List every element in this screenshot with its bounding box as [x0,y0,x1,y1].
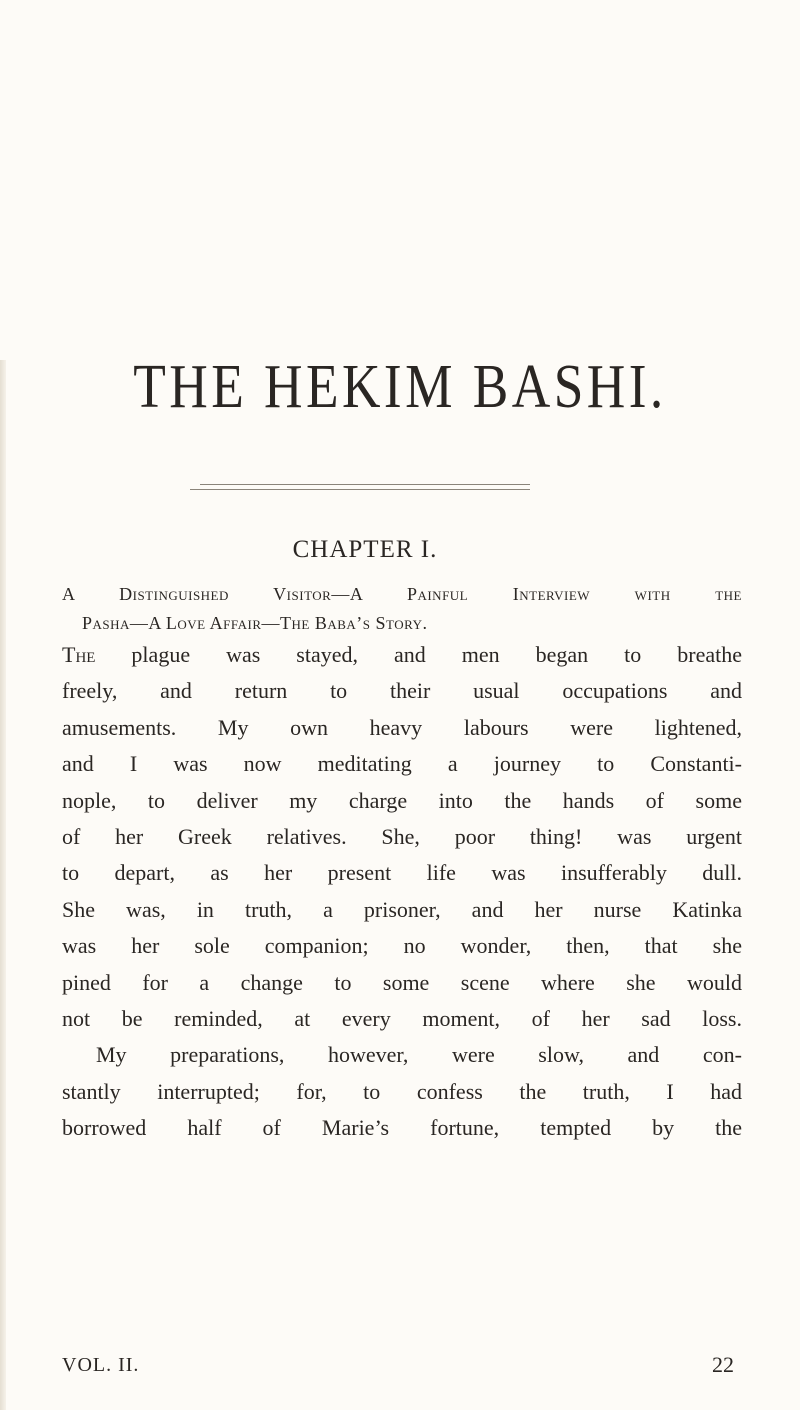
chapter-summary-line-2: Pasha—A Love Affair—The Baba’s Story. [82,613,428,633]
body-line: She was, in truth, a prisoner, and her nurse Katinka [62,896,742,922]
body-line: was her sole companion; no wonder, then, that she [62,933,742,959]
lead-word: The [62,642,96,667]
body-line: borrowed half of Marie’s fortune, tempted by the [62,1115,742,1141]
body-line: My preparations, however, were slow, and con- [96,1042,742,1068]
body-line: pined for a change to some scene where she would [62,969,742,995]
body-text [62,637,742,1147]
chapter-heading: CHAPTER I. [292,536,438,563]
signature-mark: 22 [712,1352,734,1377]
book-title: THE HEKIM BASHI. [133,353,667,421]
body-line: of her Greek relatives. She, poor thing! was urgent [62,824,742,850]
page-spine-shadow [0,360,6,1410]
body-line: nople, to deliver my charge into the hands of some [62,787,742,813]
title-rule-bottom [190,489,530,490]
body-line: amusements. My own heavy labours were lightened, [62,714,742,740]
body-line: stantly interrupted; for, to confess the truth, I had [62,1078,742,1104]
body-line: not be reminded, at every moment, of her sad loss. [62,1006,742,1032]
chapter-summary-line-1: A Distinguished Visitor—A Painful Interview with the [62,584,742,604]
volume-label: VOL. II. [62,1354,140,1376]
body-line: The plague was stayed, and men began to breathe [62,642,742,667]
title-rule-top [200,484,530,485]
body-line: to depart, as her present life was insufferably dull. [62,860,742,886]
chapter-summary [62,580,742,638]
body-line: and I was now meditating a journey to Constanti- [62,751,742,777]
body-line: freely, and return to their usual occupations and [62,678,742,704]
